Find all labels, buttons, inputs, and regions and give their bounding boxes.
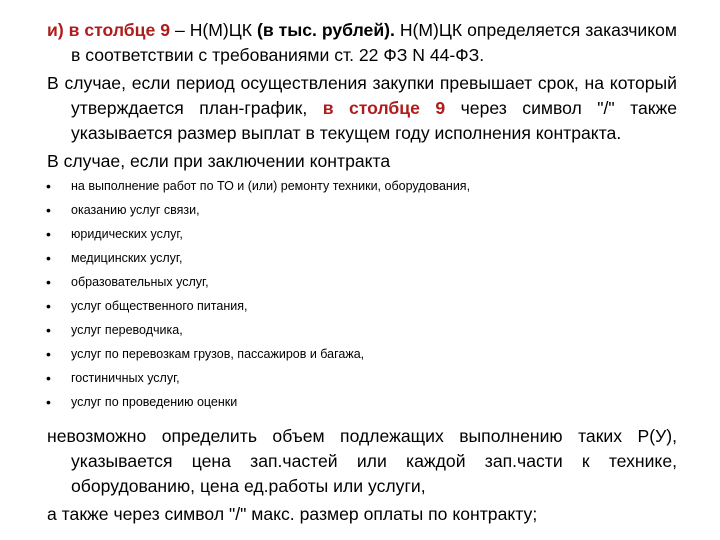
list-item: • услуг переводчика,: [46, 322, 183, 338]
period-text-before: В случае, если период осуществления закупки превышает срок, на который утверждается план-график,: [47, 73, 677, 118]
list-item: • юридических услуг,: [46, 226, 183, 242]
paragraph-max-payment: а также через символ "/" макс. размер оплаты по контракту;: [47, 504, 538, 524]
list-item: • оказанию услуг связи,: [46, 202, 200, 218]
list-item: • образовательных услуг,: [46, 274, 209, 290]
list-item: • услуг общественного питания,: [46, 298, 248, 314]
slide-content: [47, 18, 677, 527]
bullet-icon: •: [46, 346, 51, 362]
period-column-highlight: в столбце 9: [322, 98, 446, 118]
column-9-unit: (в тыс. рублей).: [256, 20, 395, 40]
list-item: • услуг по перевозкам грузов, пассажиров и багажа,: [46, 346, 365, 362]
list-item: • медицинских услуг,: [46, 250, 183, 266]
list-item: • на выполнение работ по ТО и (или) ремонту техники, оборудования,: [46, 178, 471, 194]
column-9-label: и) в столбце 9: [47, 20, 171, 40]
list-item: • гостиничных услуг,: [46, 370, 180, 386]
bullet-icon: •: [46, 178, 51, 194]
services-list: [47, 178, 677, 418]
column-9-description: Н(М)ЦК определяется заказчиком в соответствии с требованиями ст. 22 ФЗ N 44-ФЗ.: [71, 20, 677, 65]
bullet-icon: •: [46, 274, 51, 290]
bullet-icon: •: [46, 250, 51, 266]
bullet-icon: •: [46, 226, 51, 242]
period-text-after: через символ "/" также указывается размер выплат в текущем году исполнения контракта.: [71, 98, 677, 143]
bullet-icon: •: [46, 370, 51, 386]
paragraph-impossible-to-determine: невозможно определить объем подлежащих выполнению таких Р(У), указывается цена зап.частей или каждой зап.части к технике, оборудованию, цена ед.работы или услуги,: [47, 426, 677, 496]
bullet-icon: •: [46, 394, 51, 410]
bullet-icon: •: [46, 298, 51, 314]
paragraph-contract-intro: В случае, если при заключении контракта: [47, 151, 391, 171]
paragraph-period: [47, 71, 677, 146]
paragraph-column-9: [47, 18, 677, 68]
bullet-icon: •: [46, 202, 51, 218]
bullet-icon: •: [46, 322, 51, 338]
column-9-dash-text: – Н(М)ЦК: [170, 20, 257, 40]
list-item: • услуг по проведению оценки: [46, 394, 238, 410]
